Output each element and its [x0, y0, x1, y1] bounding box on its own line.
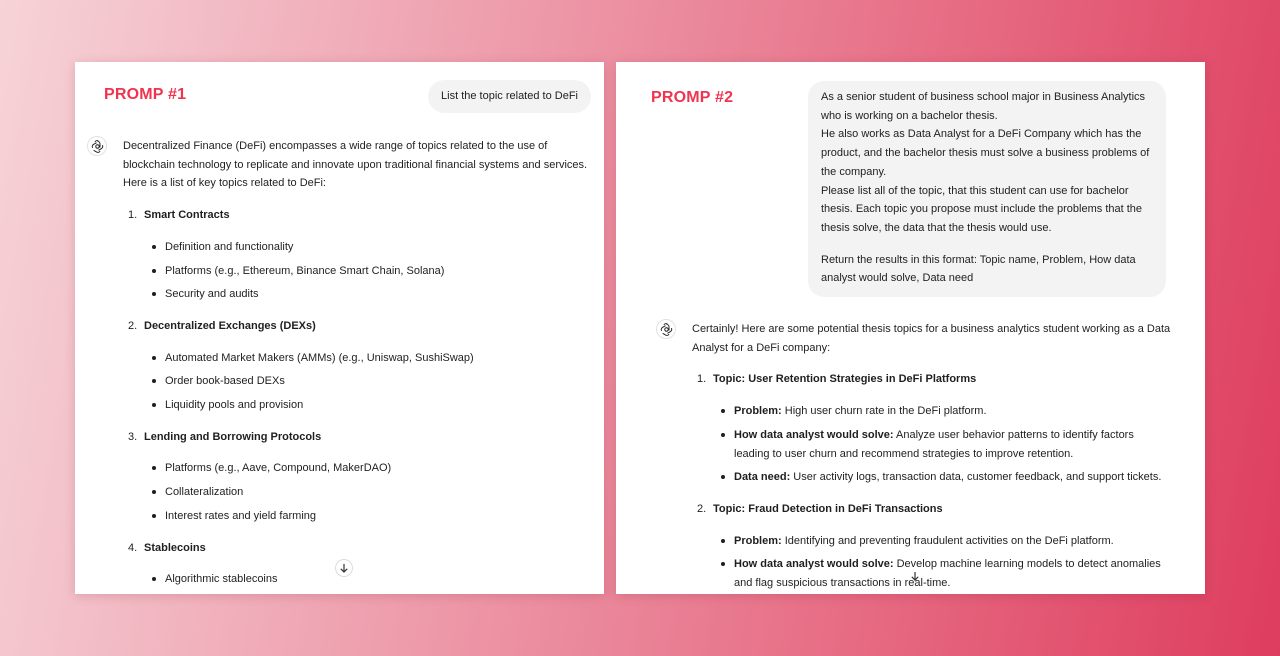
topic-heading [123, 428, 593, 447]
topic-number: 1. [697, 373, 707, 386]
arrow-down-icon [339, 563, 349, 573]
topic-title: Topic: Fraud Detection in DeFi Transactions [713, 502, 943, 515]
topic-item [123, 428, 593, 526]
response-intro: Certainly! Here are some potential thesis topics for a business analytics student working as a Data Analyst for a DeFi company: [692, 323, 1171, 354]
user-message-line: Please list all of the topic, that this student can use for bachelor thesis. Each topic you propose must include the problems that the thesis solve, the data that the thesis would use. [821, 184, 1143, 234]
bullet-item: Order book-based DEXs [149, 372, 593, 391]
scroll-down-button[interactable] [335, 559, 353, 577]
user-message-format: Return the results in this format: Topic name, Problem, How data analyst would solve, Data need [821, 253, 1136, 285]
topic-item [123, 539, 593, 589]
bullet-label: Problem: [734, 534, 782, 547]
bullet-item: Platforms (e.g., Aave, Compound, MakerDAO) [149, 459, 593, 478]
user-message-bubble: List the topic related to DeFi [428, 80, 591, 113]
topic-title: Topic: User Retention Strategies in DeFi Platforms [713, 373, 977, 386]
chat-panel-prompt-1 [75, 62, 604, 594]
bullet-label: How data analyst would solve: [734, 558, 894, 571]
bullet-list [123, 570, 593, 589]
assistant-response [123, 137, 593, 594]
bullet-item [718, 468, 1172, 487]
bullet-text: Identifying and preventing fraudulent activities on the DeFi platform. [781, 534, 1114, 547]
bullet-item: Automated Market Makers (AMMs) (e.g., Uniswap, SushiSwap) [149, 349, 593, 368]
bullet-label: How data analyst would solve: [734, 428, 894, 441]
topic-heading [692, 370, 1172, 389]
scroll-down-button[interactable] [906, 567, 924, 585]
bullet-item: Platforms (e.g., Ethereum, Binance Smart Chain, Solana) [149, 262, 593, 281]
bullet-item [718, 426, 1172, 463]
bullet-item [718, 555, 1172, 592]
bullet-text: User activity logs, transaction data, customer feedback, and support tickets. [790, 471, 1162, 484]
bullet-list [123, 459, 593, 525]
topic-item [123, 206, 593, 304]
bullet-label: Data need: [734, 471, 791, 484]
topic-heading [123, 206, 593, 225]
topic-number: 4. [128, 541, 138, 554]
topic-heading [123, 317, 593, 336]
user-message-line: As a senior student of business school major in Business Analytics who is working on a bachelor thesis. [821, 91, 1146, 122]
bullet-item: Liquidity pools and provision [149, 396, 593, 415]
bullet-list [692, 402, 1172, 487]
topic-heading [123, 539, 593, 558]
bullet-list [123, 238, 593, 304]
chat-panel-prompt-2 [616, 62, 1205, 594]
bullet-label: Problem: [734, 405, 782, 418]
prompt-2-label: PROMP #2 [651, 89, 734, 106]
topic-title: Lending and Borrowing Protocols [144, 430, 322, 443]
bullet-list [123, 349, 593, 415]
bullet-text: Develop machine learning models to detect anomalies and flag suspicious transactions in real-time. [734, 558, 1161, 590]
bullet-item: Collateralization [149, 483, 593, 502]
topic-number: 2. [697, 502, 707, 515]
bullet-item: Interest rates and yield farming [149, 507, 593, 526]
topic-title: Smart Contracts [144, 209, 230, 222]
topic-title: Decentralized Exchanges (DEXs) [144, 319, 316, 332]
topic-number: 2. [128, 319, 138, 332]
topic-item [692, 500, 1172, 593]
topic-list [692, 370, 1172, 592]
topic-title: Stablecoins [144, 541, 206, 554]
bullet-item [718, 402, 1172, 421]
topic-list [123, 206, 593, 589]
topic-number: 1. [128, 209, 138, 222]
topic-item [123, 317, 593, 415]
bullet-item: Definition and functionality [149, 238, 593, 257]
bullet-item: Algorithmic stablecoins [149, 570, 593, 589]
user-message-bubble [808, 81, 1166, 297]
bullet-text: Analyze user behavior patterns to identify factors leading to user churn and recommend strategies to improve retention. [734, 428, 1134, 460]
topic-heading [692, 500, 1172, 519]
openai-logo-icon [87, 136, 107, 156]
response-intro: Decentralized Finance (DeFi) encompasses a wide range of topics related to the use of blockchain technology to replicate and innovate upon traditional financial systems and services. Here is a list of key topics related to DeFi: [123, 140, 588, 190]
openai-logo-icon [656, 319, 676, 339]
bullet-list [692, 532, 1172, 593]
topic-number: 3. [128, 430, 138, 443]
user-message-line: He also works as Data Analyst for a DeFi Company which has the product, and the bachelor thesis must solve a business problems of the company. [821, 128, 1150, 178]
bullet-item [718, 532, 1172, 551]
prompt-1-label: PROMP #1 [104, 86, 187, 103]
bullet-item: Security and audits [149, 285, 593, 304]
bullet-text: High user churn rate in the DeFi platform. [781, 405, 987, 418]
arrow-down-icon [910, 571, 920, 581]
topic-item [692, 370, 1172, 487]
assistant-response [692, 320, 1172, 594]
